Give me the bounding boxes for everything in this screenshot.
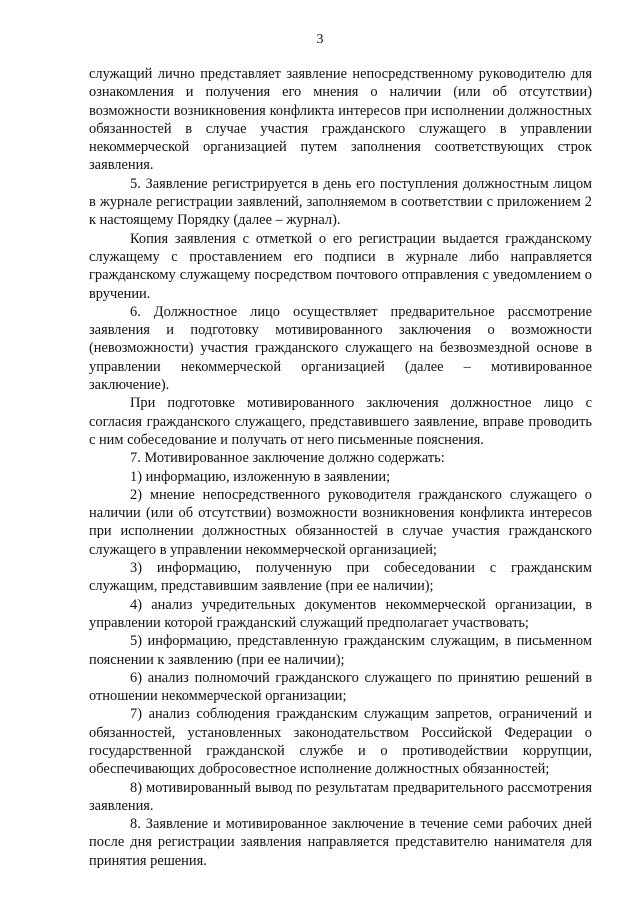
list-item-3: 3) информацию, полученную при собеседовании с гражданским служащим, представившим заявление (при ее наличии);: [89, 560, 592, 595]
list-item-5: 5) информацию, представленную гражданским служащим, в письменном пояснении к заявлению (при ее наличии);: [89, 633, 592, 668]
page-number: 3: [316, 32, 324, 47]
paragraph-item-5: 5. Заявление регистрируется в день его поступления должностным лицом в журнале регистрации заявлений, заполняемом в соответствии с приложением 2 к настоящему Порядку (далее – журнал).: [89, 175, 592, 229]
list-item-4: 4) анализ учредительных документов некоммерческой организации, в управлении которой гражданский служащий предполагает участвовать;: [89, 596, 592, 631]
paragraph-interview: При подготовке мотивированного заключения должностное лицо с согласия гражданского служащего, представившего заявление, вправе проводить с ним собеседование и получать от него письменные пояснения.: [89, 395, 592, 448]
paragraph-continuation: служащий лично представляет заявление непосредственному руководителю для ознакомления и получения его мнения о наличии (или об отсутствии) возможности возникновения конфликта интересов при исполнении должностных обязанностей в случае участия гражданского служащего в управлении некоммерческой организацией путем заполнения соответствующих строк заявления.: [89, 66, 592, 174]
list-item-2: 2) мнение непосредственного руководителя гражданского служащего о наличии (или об отсутствии) возможности возникновения конфликта интересов при исполнении должностных обязанностей в случае участия гражданского служащего в управлении некоммерческой организацией;: [89, 486, 592, 558]
paragraph-item-7: 7. Мотивированное заключение должно содержать:: [130, 450, 445, 467]
paragraph-item-8: 8. Заявление и мотивированное заключение в течение семи рабочих дней после дня регистрации заявления направляется представителю нанимателя для принятия решения.: [89, 816, 592, 869]
list-item-6: 6) анализ полномочий гражданского служащего по принятию решений в отношении некоммерческой организации;: [89, 669, 592, 705]
list-item-8: 8) мотивированный вывод по результатам предварительного рассмотрения заявления.: [89, 779, 592, 814]
list-item-7: 7) анализ соблюдения гражданским служащим запретов, ограничений и обязанностей, установленных законодательством Российской Федерации о государственной гражданской службе и о противодействии коррупции, обеспечивающих добросовестное исполнение должностных обязанностей;: [89, 706, 592, 778]
list-item-1: 1) информацию, изложенную в заявлении;: [130, 468, 391, 485]
paragraph-item-6: 6. Должностное лицо осуществляет предварительное рассмотрение заявления и подготовку мотивированного заключения о возможности (невозможности) участия гражданского служащего на безвозмездной основе в управлении некоммерческой организацией (далее – мотивированное заключение).: [89, 303, 592, 394]
document-body: [89, 65, 592, 870]
paragraph-copy-of-application: Копия заявления с отметкой о его регистрации выдается гражданскому служащему с проставлением его подписи в журнале либо направляется гражданскому служащему посредством почтового отправления с уведомлением о вручении.: [89, 230, 592, 302]
